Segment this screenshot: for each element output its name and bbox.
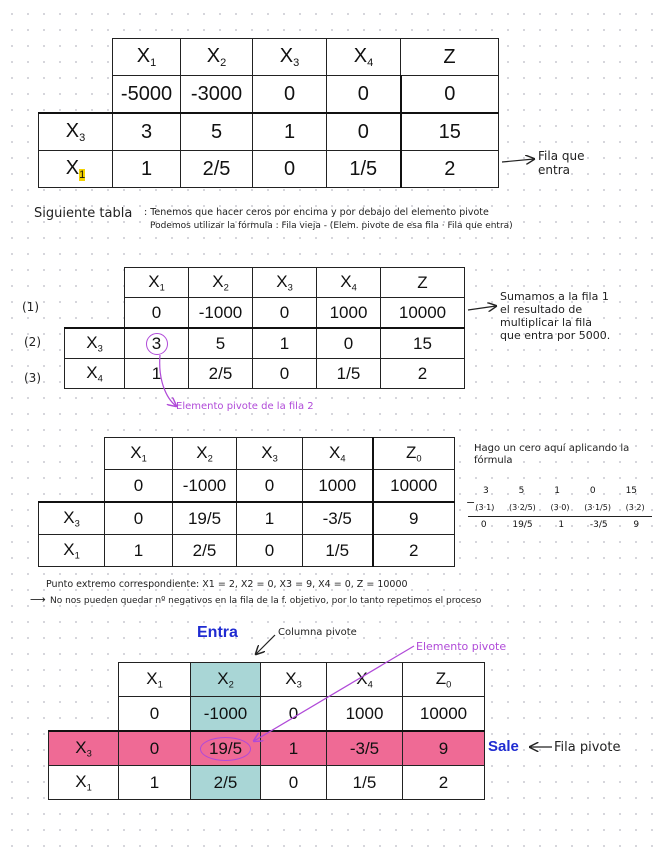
cell: 2 [403,766,485,800]
row-mark-2: (2) [24,335,41,349]
cell: 1 [105,535,173,567]
calc-num: -3/5 [589,520,608,530]
notes1-line1: : Tenemos que hacer ceros por encima y por debajo del elemento pivote [144,207,489,218]
obj-cell: 10000 [381,298,465,329]
cell: 1 [261,731,327,766]
obj-cell: 0 [401,76,499,114]
cell: 0 [253,151,327,188]
header-x4: $X_4$ [303,438,373,470]
calc-num: 19/5 [512,520,533,530]
obj-cell: -1000 [173,470,237,503]
calc-num: 9 [633,520,640,530]
header-z0: $Z_0$ [403,663,485,697]
obj-cell: 0 [237,470,303,503]
cell: 1/5 [327,766,403,800]
header-x3: $X_3$ [253,268,317,298]
header-x2: $X_2$ [191,663,261,697]
siguiente-tabla-label: Siguiente tabla [34,206,133,221]
row-label-x3: $X_3$ [39,113,113,151]
notes1-line2: Podemos utilizar la fórmula : Fila vieja - (Elem. pivote de esa fila · Fila que entra) [150,221,513,231]
calc-num: (3·1/5) [584,503,611,512]
calc-num: 0 [480,520,487,530]
calc-num: 5 [518,486,525,496]
cell: 9 [373,502,455,535]
row-label-x1: $X_1$ [39,535,105,567]
cell: 15 [381,328,465,359]
obj-cell: 0 [261,697,327,732]
row-label-x1: $X_1$ [39,151,113,188]
sumamos-note: Sumamos a la fila 1 el resultado de multiplicar la fila que entra por 5000. [500,290,611,342]
arrow-pivot-element [160,355,176,406]
arrow-fila-que-entra [502,159,534,162]
cell: -3/5 [303,502,373,535]
header-x2: $X_2$ [173,438,237,470]
cell: 19/5 [173,502,237,535]
pivot-element-note: Elemento pivote de la fila 2 [176,401,314,412]
row-label-x3: $X_3$ [49,731,119,766]
calc-num: 15 [625,486,638,496]
cell: 0 [253,359,317,389]
row-label-x1: $X_1$ [49,766,119,800]
header-x4: $X_4$ [327,663,403,697]
row-mark-1: (1) [22,300,39,314]
sale-label: Sale [488,738,519,755]
entra-label: Entra [197,624,238,641]
obj-cell: 10000 [373,470,455,503]
calc-minus-sign: − [466,496,476,509]
cell: 2 [401,151,499,188]
repetimos-note: No nos pueden quedar nº negativos en la fila de la f. objetivo, por lo tanto repetimos el proceso [50,596,482,606]
arrow-columna-pivote [256,635,275,654]
arrow-elemento-pivote [254,646,414,741]
cell: 2 [381,359,465,389]
arrow-sumamos [468,306,496,310]
header-x3: $X_3$ [237,438,303,470]
calc-num: 1 [558,520,565,530]
cell: 1 [237,502,303,535]
calc-num: 1 [554,486,560,496]
cell: 5 [181,113,253,151]
cell: 9 [403,731,485,766]
header-z: Z [381,268,465,298]
row-label-x4: $X_4$ [65,359,125,389]
obj-cell: 0 [253,76,327,114]
hago-cero-note: Hago un cero aquí aplicando la fórmula [474,443,630,466]
calc-num: 3 [482,486,489,496]
row-mark-3: (3) [24,371,41,385]
columna-pivote-label: Columna pivote [278,627,357,638]
calc-num: (3·2) [625,503,645,512]
obj-cell: 0 [119,697,191,732]
obj-cell: -3000 [181,76,253,114]
obj-cell: -1000 [189,298,253,329]
cell: 1 [113,151,181,188]
cell: 0 [317,328,381,359]
header-x2: $X_2$ [189,268,253,298]
cell: 2/5 [173,535,237,567]
obj-cell: -1000 [191,697,261,732]
arrow-icon: ⟶ [30,593,46,606]
cell: 0 [105,502,173,535]
row-label-x3: $X_3$ [65,328,125,359]
obj-cell: 0 [327,76,401,114]
cell: 0 [237,535,303,567]
cell: 2 [373,535,455,567]
obj-cell: 10000 [403,697,485,732]
cell: 2/5 [189,359,253,389]
calc-num: (3·0) [550,503,570,512]
header-x3: $X_3$ [253,39,327,76]
header-x1: $X_1$ [105,438,173,470]
obj-cell: 1000 [317,298,381,329]
cell: -3/5 [327,731,403,766]
calc-num: (3·1) [475,503,495,512]
elemento-pivote-label: Elemento pivote [416,640,507,653]
punto-extremo-note: Punto extremo correspondiente: X1 = 2, X2 = 0, X3 = 9, X4 = 0, Z = 10000 [46,579,408,590]
header-x4: $X_4$ [327,39,401,76]
obj-cell: 0 [253,298,317,329]
cell: 15 [401,113,499,151]
cell: 3 [113,113,181,151]
calc-num: 0 [589,486,596,496]
header-z: Z [401,39,499,76]
header-x1: $X_1$ [113,39,181,76]
header-z0: $Z_0$ [373,438,455,470]
row-label-x3: $X_3$ [39,502,105,535]
fila-que-entra-note: Fila que entra [538,149,585,177]
cell: 1 [125,359,189,389]
obj-cell: 0 [105,470,173,503]
header-x2: $X_2$ [181,39,253,76]
pivot-value: 3 [146,333,168,355]
cell: 0 [119,731,191,766]
pivot-value: 19/5 [200,737,251,761]
cell: 1 [253,328,317,359]
obj-cell: 1000 [303,470,373,503]
cell: 2/5 [191,766,261,800]
cell: 0 [327,113,401,151]
header-x1: $X_1$ [125,268,189,298]
fila-pivote-label: Fila pivote [554,740,621,755]
header-x4: $X_4$ [317,268,381,298]
header-x1: $X_1$ [119,663,191,697]
cell: 1 [119,766,191,800]
cell: 1/5 [327,151,401,188]
cell: 1 [253,113,327,151]
cell: 1/5 [317,359,381,389]
cell: 2/5 [181,151,253,188]
calc-num: (3·2/5) [509,503,536,512]
obj-cell: -5000 [113,76,181,114]
cell: 1/5 [303,535,373,567]
cell: 0 [261,766,327,800]
cell: 5 [189,328,253,359]
obj-cell: 0 [125,298,189,329]
header-x3: $X_3$ [261,663,327,697]
obj-cell: 1000 [327,697,403,732]
